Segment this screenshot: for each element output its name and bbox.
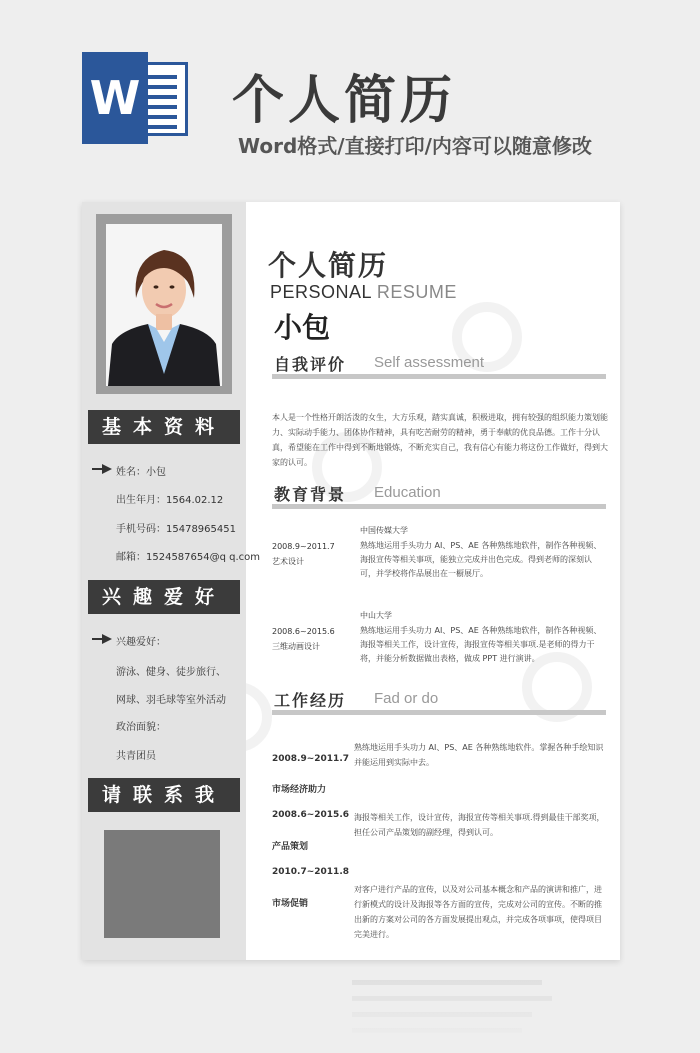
resume-title-en (270, 282, 457, 303)
political-status-label: 政治面貌： (116, 722, 166, 733)
reflection-fade (82, 968, 620, 1053)
word-letter-tile: W (82, 52, 148, 144)
basic-info-birth: 出生年月：1564.02.12 (116, 495, 224, 506)
profile-photo (106, 224, 222, 386)
self-assessment-title-en: Self assessment (374, 354, 485, 371)
self-assessment-title-cn: 自我评价 (274, 355, 347, 374)
work-desc: 海报等相关工作，设计宣传，海报宣传等相关事项.得到最佳干部奖项，担任公司产品策划的副经理，得到认可。 (354, 813, 605, 837)
work-period: 2008.6~2015.6 (272, 810, 350, 820)
self-assessment-text: 本人是一个性格开朗活泼的女生，大方乐观，踏实真诚，积极进取，拥有较强的组织能力策划能力、实际动手能力、团体协作精神，具有吃苦耐劳的精神，勇于奉献的优良品德。工作十分认真，希望能在工作中得到不断地锻炼，不断充实自己，我有信心有能力将这份工作做好，得到大家的认可。 (272, 413, 608, 467)
education-period: 2008.9~2011.7 (272, 542, 335, 551)
basic-info-heading: 基本资料 (88, 410, 240, 444)
section-divider (272, 504, 606, 509)
person-name: 小包 (274, 311, 331, 344)
contact-placeholder-box (104, 830, 220, 938)
arrow-right-icon (102, 634, 112, 644)
work-title-cn: 工作经历 (274, 691, 347, 710)
contact-heading: 请联系我 (88, 778, 240, 812)
work-desc: 对客户进行产品的宣传，以及对公司基本概念和产品的演讲和推广，进行新模式的设计及海报等各方面的宣传，完成对公司的宣传。不断的推出新的方案对公司的各方面发展提出观点，并完成各项事项，使得项目完美进行。 (354, 885, 602, 939)
section-divider (272, 374, 606, 379)
section-divider (272, 710, 606, 715)
education-desc: 熟练地运用手头功力 AI、PS、AE 各种熟练地软件，制作各种视频、海报等相关工作，设计宣传，海报宣传等相关事项.是老师的得力干将，并能分析数据做出表格，做成 PPT 进行演讲。 (360, 626, 602, 663)
hobbies-heading: 兴趣爱好 (88, 580, 240, 614)
arrow-right-icon (102, 464, 112, 474)
hobbies-label: 兴趣爱好： (116, 637, 166, 648)
education-period: 2008.6~2015.6 (272, 627, 335, 636)
work-heading (272, 688, 606, 714)
political-status-value: 共青团员 (116, 751, 156, 762)
page-reflection (82, 968, 620, 1053)
education-major: 艺术设计 (272, 557, 304, 566)
self-assessment-heading (272, 352, 606, 378)
resume-page (82, 202, 620, 960)
work-period: 2008.9~2011.7 (272, 754, 350, 764)
banner-subtitle: Word格式/直接打印/内容可以随意修改 (238, 134, 592, 158)
photo-frame (96, 214, 232, 394)
basic-info-phone: 手机号码：15478965451 (116, 524, 236, 535)
education-title-en: Education (374, 484, 441, 501)
education-desc: 熟练地运用手头功力 AI、PS、AE 各种熟练地软件，制作各种视频、海报宣传等相关事项，能独立完成并出色完成。得到老师的深刻认可，并学校将作品展出在一橱展厅。 (360, 541, 602, 578)
education-school: 中山大学 (360, 611, 392, 620)
work-role: 市场促销 (272, 899, 309, 909)
sidebar (82, 202, 261, 960)
resume-title-cn: 个人简历 (268, 249, 389, 282)
education-title-cn: 教育背景 (274, 485, 347, 504)
resume-title-en-personal: PERSONAL (270, 282, 377, 302)
work-title-en: Fad or do (374, 690, 439, 707)
hobbies-line-2: 网球、羽毛球等室外活动 (116, 695, 226, 706)
basic-info-name: 姓名：小包 (116, 467, 166, 478)
hobbies-line-1: 游泳、健身、徒步旅行、 (116, 667, 226, 678)
basic-info-email: 邮箱：1524587654@q q.com (116, 552, 261, 563)
education-major: 三维动画设计 (272, 642, 320, 651)
resume-title-en-resume: RESUME (376, 282, 457, 302)
banner-title: 个人简历 (232, 71, 457, 131)
education-heading (272, 482, 606, 508)
word-icon (82, 52, 192, 144)
work-desc: 熟练地运用手头功力 AI、PS、AE 各种熟练地软件。掌握各种手绘知识并能运用到实际中去。 (354, 743, 604, 767)
education-school: 中国传媒大学 (360, 526, 408, 535)
work-role: 产品策划 (272, 842, 309, 852)
work-role: 市场经济助力 (272, 785, 327, 795)
work-period: 2010.7~2011.8 (272, 867, 350, 877)
portrait-illustration (106, 224, 222, 386)
